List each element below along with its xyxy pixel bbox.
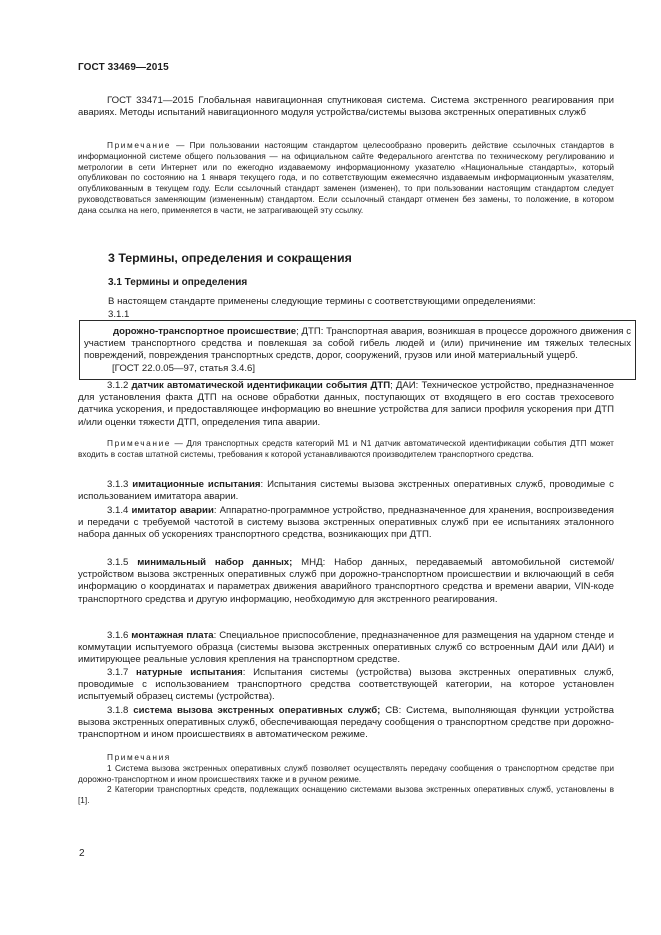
- note-text: — При пользовании настоящим стандартом целесообразно проверить действие ссылочных стандартов в информационной системе общего пользования — на официальном сайте Федерального агентства по техническому регулированию и метрологии в сети Интернет или по ежегодно издаваемому информационному указателю «Национальные стандарты», который опубликован по состоянию на 1 января текущего года, и по сответствующим ежемесячно издаваемым информационным указателям, опубликованным в текущем году. Если ссылочный стандарт заменен (изменен), то при пользовании настоящим стандартом следует руководствоваться заменяющим (измененным) стандартом. Если ссылочный стандарт отменен без замены, то положение, в котором дана ссылка на него, применяется в части, не затрагивающей эту ссылку.: [78, 140, 614, 215]
- term-314: [78, 505, 614, 542]
- term-315-term: минимальный набор данных;: [137, 557, 293, 568]
- notes-label: Примечания: [107, 752, 171, 762]
- note-label: Примечание: [107, 438, 172, 448]
- page-number: 2: [79, 848, 85, 859]
- term-316: [78, 630, 614, 667]
- term-311-definition: ; ДТП: Транспортная авария, возникшая в процессе дорожного движения с участием транспортного средства и повлекшая за собой гибель людей и (или) причинение им тяжелых телесных повреждений, повреждения транспортных средств, дорог, сооружений, грузов или иной материальный ущерб.: [84, 326, 631, 362]
- term-316-definition: : Специальное приспособление, предназначенное для размещения на ударном стенде и коммутации испытуемого образца (системы вызова экстренных оперативных служб со встроенным ДАИ или ДАИ) и имитирующее реальные условия крепления на транспортном средстве.: [78, 630, 614, 666]
- section-intro: В настоящем стандарте применены следующие термины с соответствующими определениями:: [108, 296, 536, 307]
- note-text: — Для транспортных средств категорий M1 и N1 датчик автоматической идентификации события ДТП может входить в состав штатной системы, требования к которой устанавливаются производителем транспортного средства.: [78, 438, 614, 459]
- term-number-311: 3.1.1: [108, 309, 130, 320]
- term-314-definition: : Аппаратно-программное устройство, предназначенное для хранения, воспроизведения и передачи с требуемой частотой в систему вызова экстренных оперативных служб при ее испытаниях эталонного набора данных об ускорениях транспортного средства, возникающих при ДТП.: [78, 505, 614, 541]
- term-313-term: имитационные испытания: [132, 479, 261, 490]
- term-312-number: 3.1.2: [107, 380, 132, 391]
- term-312-term: датчик автоматической идентификации события ДТП: [131, 380, 391, 391]
- term-318-number: 3.1.8: [107, 705, 134, 716]
- term-317: [78, 667, 614, 704]
- term-315-number: 3.1.5: [107, 557, 138, 568]
- term-314-number: 3.1.4: [107, 505, 132, 516]
- term-318-note-1: 1 Система вызова экстренных оперативных служб позволяет осуществлять передачу сообщения о транспортном средстве при дорожно-транспортном и ином происшествиях также и в ручном режиме.: [78, 762, 614, 784]
- term-317-term: натурные испытания: [136, 667, 243, 678]
- term-314-term: имитатор аварии: [131, 505, 214, 516]
- term-box-311: [79, 320, 636, 380]
- term-318-term: система вызова экстренных оперативных служб;: [133, 705, 381, 716]
- references-note: [78, 140, 614, 216]
- term-312-definition: ; ДАИ: Техническое устройство, предназначенное для установления факта ДТП на основе обработки данных, поступающих от входящего в его состав трехосевого датчика ускорения, и предоставляющее информацию во внешние устройства для записи профиля ускорения при ДТП и/или оценки тяжести ДТП, определения типа аварии.: [78, 380, 614, 428]
- term-311-source: [ГОСТ 22.0.05—97, статья 3.4.6]: [112, 362, 255, 374]
- term-316-term: монтажная плата: [131, 630, 214, 641]
- term-315: [78, 557, 614, 606]
- subsection-title: 3.1 Термины и определения: [108, 277, 248, 288]
- section-title: 3 Термины, определения и сокращения: [108, 251, 352, 265]
- term-317-number: 3.1.7: [107, 667, 137, 678]
- term-313-number: 3.1.3: [107, 479, 133, 490]
- term-318-definition: СВ: Система, выполняющая функции устройства вызова экстренных оперативных служб, обеспечивающая передачу сообщения о транспортном средстве при дорожно-транспортном и ином происшествиях в автоматическом режиме.: [78, 705, 614, 741]
- document-header: ГОСТ 33469—2015: [78, 62, 169, 73]
- term-313: [78, 479, 614, 503]
- note-label: Примечание: [107, 140, 172, 150]
- term-316-number: 3.1.6: [107, 630, 132, 641]
- term-312: [78, 380, 614, 429]
- term-313-definition: : Испытания системы вызова экстренных оперативных служб, проводимые с использованием имитатора аварии.: [78, 479, 614, 503]
- term-315-definition: МНД: Набор данных, передаваемый автомобильной системой/устройством вызова экстренных оперативных служб при дорожно-транспортном происшествии и включающий в себя информацию о координатах и параметрах движения аварийного транспортного средства и времени аварии, VIN-коде транспортного средства и другую информацию, необходимую для экстренного реагирования.: [78, 557, 614, 605]
- term-318-notes: [78, 752, 614, 806]
- term-312-note: [78, 438, 614, 460]
- term-311: дорожно-транспортное происшествие: [113, 326, 297, 337]
- term-318: [78, 705, 614, 742]
- term-318-note-2: 2 Категории транспортных средств, подлежащих оснащению системами вызова экстренных оперативных служб, установлены в [1].: [78, 784, 614, 806]
- reference-gost33471: ГОСТ 33471—2015 Глобальная навигационная спутниковая система. Система экстренного реагирования при авариях. Методы испытаний навигационного модуля устройства/системы вызова экстренных оперативных служб: [78, 95, 614, 119]
- term-317-definition: : Испытания системы (устройства) вызова экстренных оперативных служб, проводимые с использованием транспортного средства соответствующей категории, на которое установлен испытуемый образец системы (устройства).: [78, 667, 614, 703]
